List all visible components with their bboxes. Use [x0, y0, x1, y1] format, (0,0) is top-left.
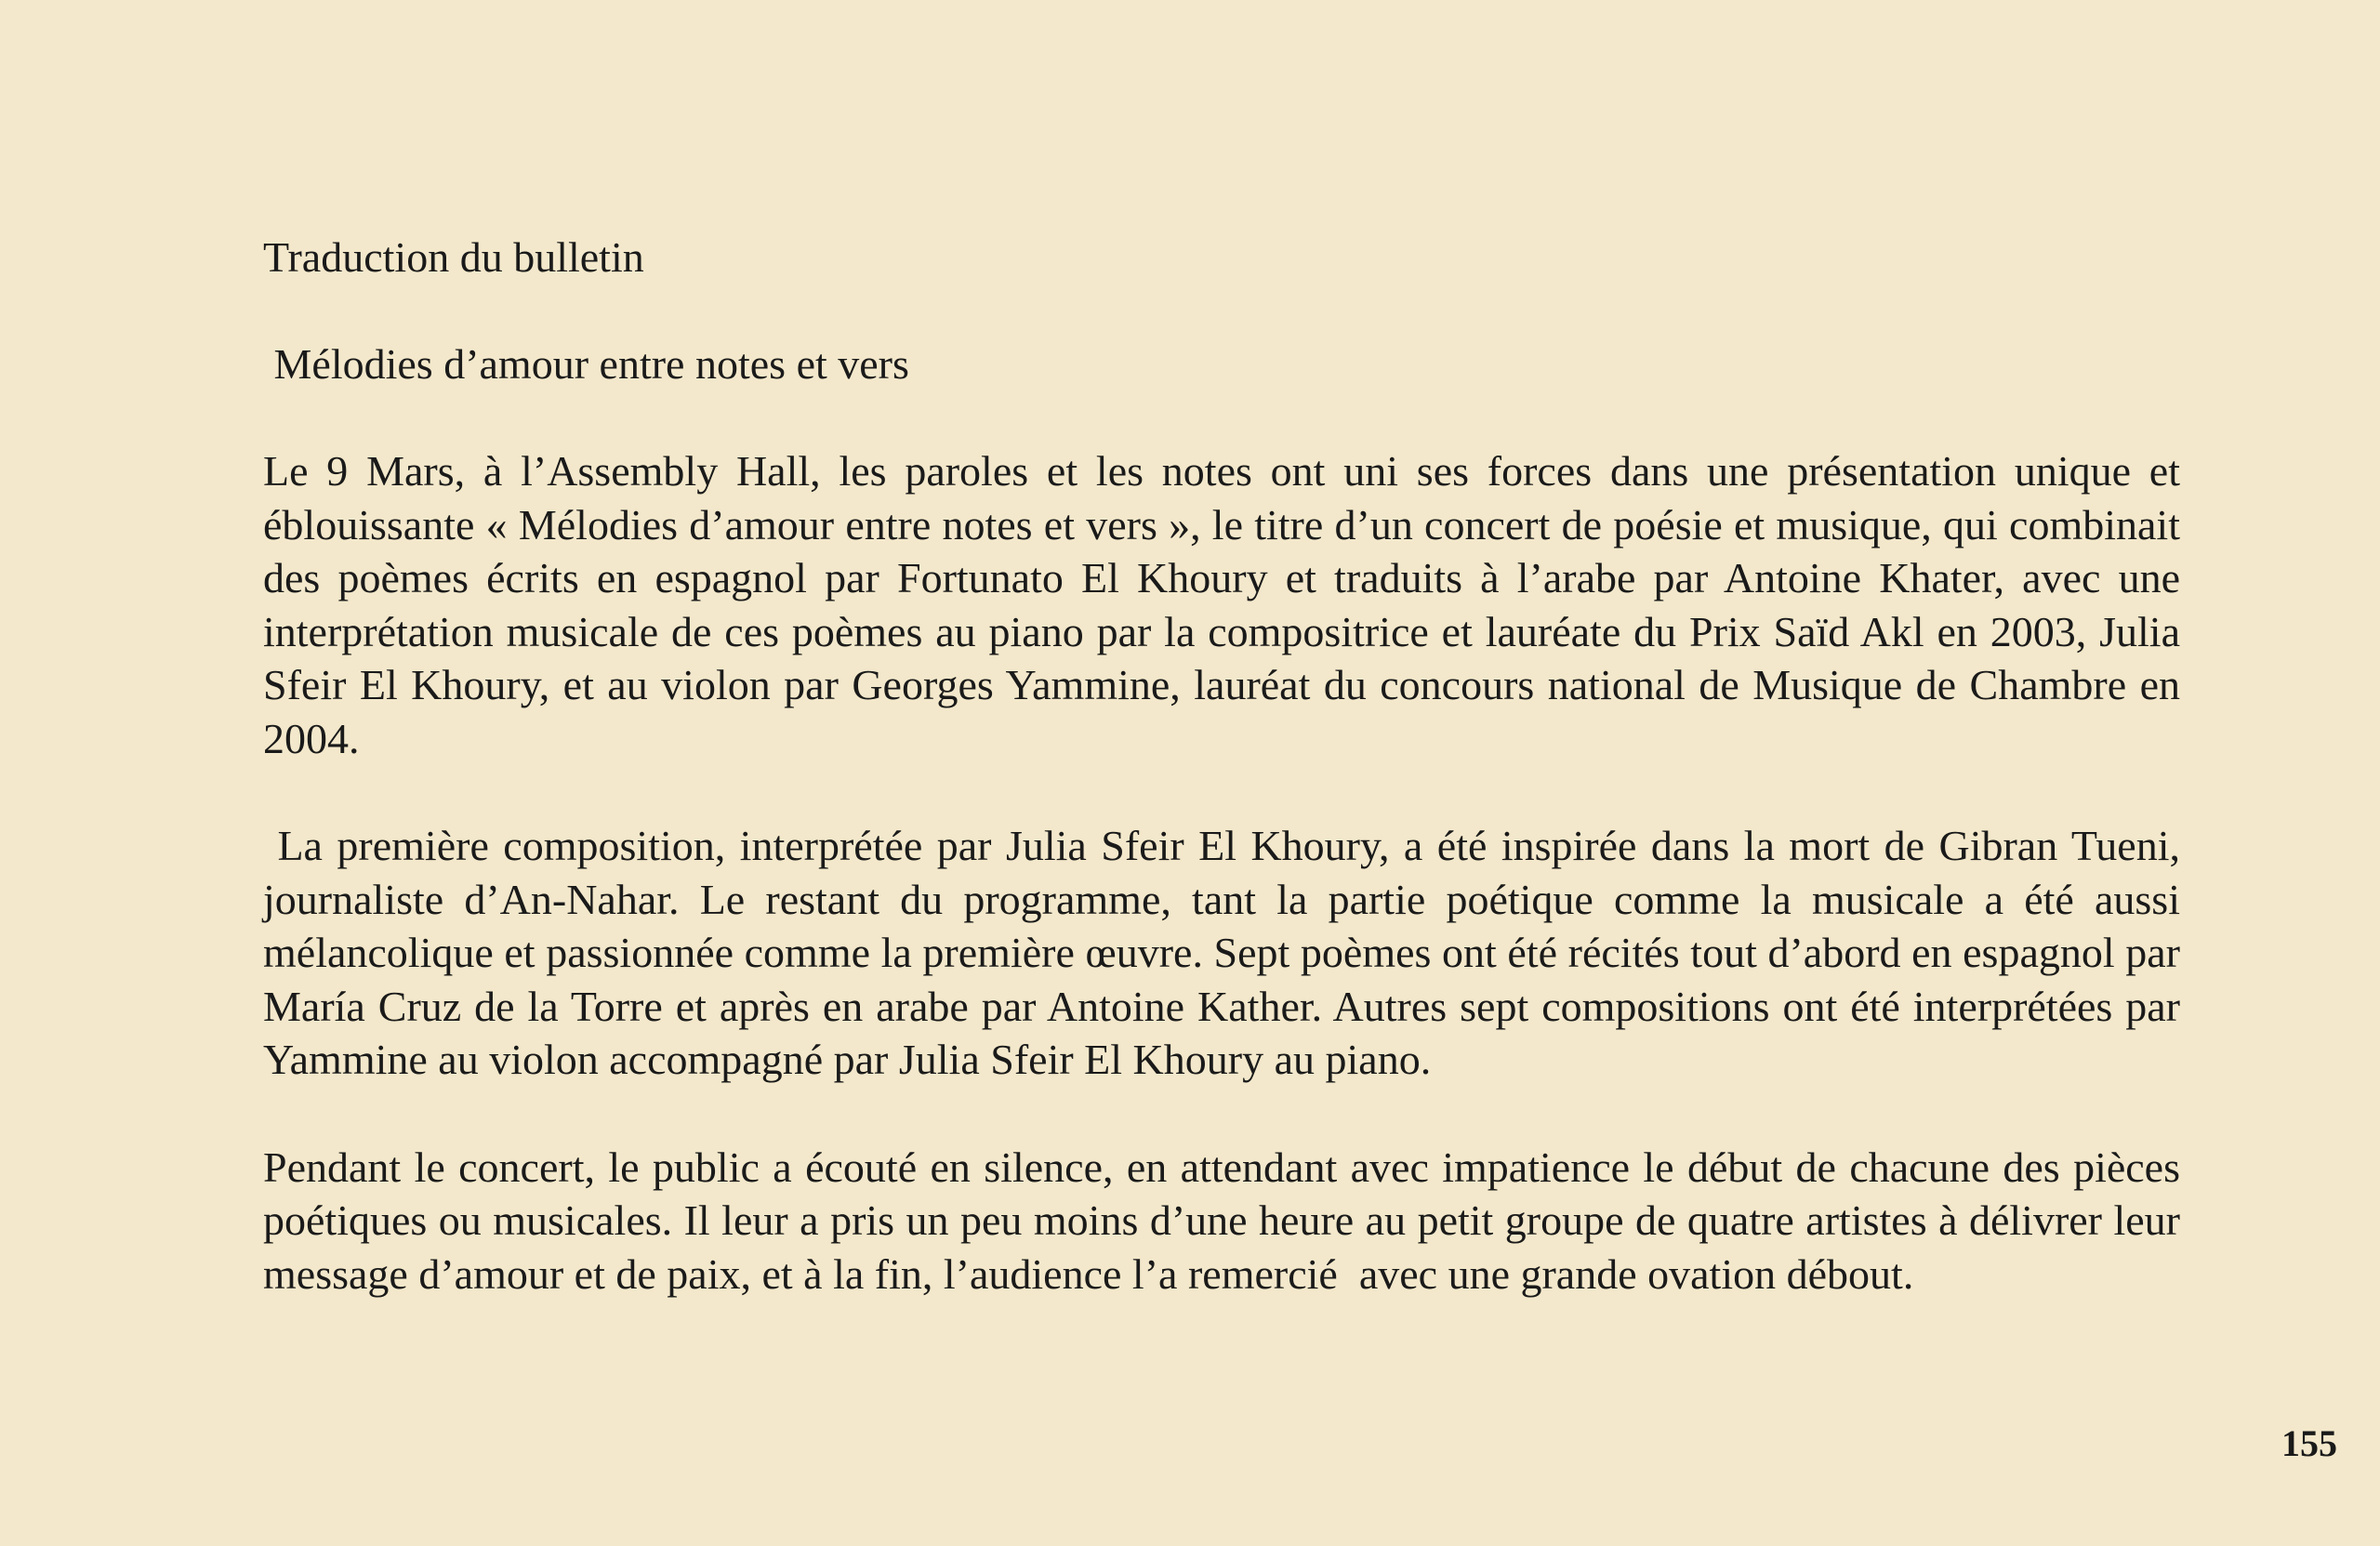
- paragraph-3: Pendant le concert, le public a écouté en silence, en attendant avec impatience le début de chacune des pièces poétiques ou musicales. Il leur a pris un peu moins d’une heure au petit groupe de quatre artistes à délivrer leur message d’amour et de paix, et à la fin, l’audience l’a remercié avec une grande ovation débout.: [263, 1143, 2191, 1298]
- paragraph-1: Le 9 Mars, à l’Assembly Hall, les paroles et les notes ont uni ses forces dans une présentation unique et éblouissante « Mélodies d’amour entre notes et vers », le titre d’un concert de poésie et musique, qui combinait des poèmes écrits en espagnol par Fortunato El Khoury et traduits à l’arabe par Antoine Khater, avec une interprétation musicale de ces poèmes au piano par la compositrice et lauréate du Prix Saïd Akl en 2003, Julia Sfeir El Khoury, et au violon par Georges Yammine, lauréat du concours national de Musique de Chambre en 2004.: [263, 447, 2191, 762]
- paragraph-2: La première composition, interprétée par Julia Sfeir El Khoury, a été inspirée dans la mort de Gibran Tueni, journaliste d’An-Nahar. Le restant du programme, tant la partie poétique comme la musicale a été aussi mélancolique et passionnée comme la première œuvre. Sept poèmes ont été récités tout d’abord en espagnol par María Cruz de la Torre et après en arabe par Antoine Kather. Autres sept compositions ont été interprétées par Yammine au violon accompagné par Julia Sfeir El Khoury au piano.: [263, 822, 2191, 1083]
- page-heading: Traduction du bulletin: [263, 233, 644, 281]
- document-body: [263, 231, 2191, 1301]
- page-number: 155: [2281, 1422, 2337, 1464]
- article-title: Mélodies d’amour entre notes et vers: [263, 340, 909, 388]
